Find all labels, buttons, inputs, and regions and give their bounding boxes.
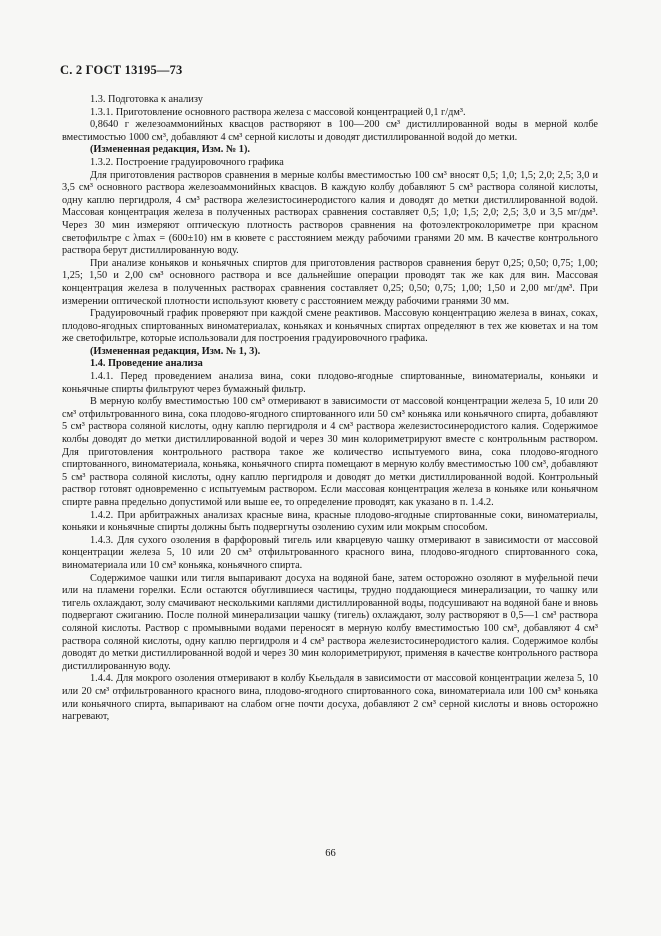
paragraph: В мерную колбу вместимостью 100 см³ отмеривают в зависимости от массовой концентрации железа 5, 10 или 20 см³ отфильтрованного вина, сока плодово-ягодного спиртованного или 50 см³ коньяка или коньячного спирта, добавляют 5 см³ раствора соляной кислоты, одну каплю пергидроля и 4 см³ раствора железистосинеродистого калия. Содержимое колбы доводят до метки дистиллированной водой и через 30 мин колориметрируют вместе с контрольным раствором. Для приготовления контрольного раствора такое же количество испытуемого вина, сока плодово-ягодного спиртованного, виноматериала, коньяка, коньячного спирта помещают в мерную колбу вместимостью 100 см³, добавляют 5 см³ раствора соляной кислоты, одну каплю пергидроля и доводят до метки дистиллированной водой. Контрольный раствор готовят одновременно с испытуемым раствором. Если массовая концентрация железа в коньяке или коньячном спирте равна предельно допустимой или выше ее, то определение проводят, как указано в п. 1.4.2. <box>62 396 598 508</box>
revision-note: (Измененная редакция, Изм. № 1). <box>90 144 250 156</box>
paragraph: При анализе коньяков и коньячных спиртов для приготовления растворов сравнения берут 0,25; 0,50; 0,75; 1,00; 1,25; 1,50 и 2,00 см³ основного раствора и все дальнейшие операции проводят так же как для вин. Массовая концентрация железа в полученных растворах сравнения составляет 0,25; 0,50; 0,75; 1,00; 1,50 и 2,00 мг/дм³. При измерении оптической плотности используют кювету с расстоянием между рабочими гранями 30 мм. <box>62 257 598 307</box>
page-header: С. 2 ГОСТ 13195—73 <box>60 63 183 77</box>
paragraph: 1.4.2. При арбитражных анализах красные вина, красные плодово-ягодные спиртованные соки, виноматериалы, коньяки и коньячные спирты должны быть подвергнуты озолению сухим или мокрым способом. <box>62 509 598 534</box>
paragraph: 1.4.3. Для сухого озоления в фарфоровый тигель или кварцевую чашку отмеривают в зависимости от массовой концентрации железа 5, 10 или 20 см³ отфильтрованного красного вина, плодово-ягодного спиртованного сока, виноматериала или 10 см³ коньяка, коньячного спирта. <box>62 534 598 571</box>
paragraph: 1.3.1. Приготовление основного раствора железа с массовой концентрацией 0,1 г/дм³. <box>90 106 466 118</box>
document-body <box>62 94 598 724</box>
paragraph: Для приготовления растворов сравнения в мерные колбы вместимостью 100 см³ вносят 0,5; 1,0; 1,5; 2,0; 2,5; 3,0 и 3,5 см³ основного раствора железоаммонийных квасцов. В каждую колбу добавляют 5 см³ раствора соляной кислоты, одну каплю пергидроля, 4 см³ раствора железистосинеродистого калия и доводят до метки дистиллированной водой. Массовая концентрация железа в полученных растворах сравнения составляет 0,5; 1,0; 1,5; 2,0; 2,5; 3,0 и 3,5 мг/дм³. Через 30 мин измеряют оптическую плотность растворов сравнения на фотоэлектроколориметре при красном светофильтре с λmax = (600±10) нм в кювете с расстоянием между рабочими гранями 20 мм. В качестве контрольного раствора берут дистиллированную воду. <box>62 169 598 257</box>
paragraph: Содержимое чашки или тигля выпаривают досуха на водяной бане, затем осторожно озоляют в муфельной печи или на пламени горелки. Если остаются обуглившиеся частицы, трудно поддающиеся минерализации, то чашку или тигель охлаждают, золу смачивают несколькими каплями дистиллированной воды, подсушивают на водяной бане и вновь подвергают сжиганию. После полной минерализации чашку (тигель) охлаждают, золу растворяют в 0,5—1 см³ раствора соляной кислоты. Раствор с промывными водами переносят в мерную колбу вместимостью 100 см³, добавляют 4 см³ раствора соляной кислоты, одну каплю пергидроля и 4 см³ раствора железистосинеродистого калия. Содержимое колбы доводят до метки дистиллированной водой и через 30 мин колориметрируют, применяя в качестве контрольного раствора дистиллированную воду. <box>62 572 598 672</box>
section-heading-1-4: 1.4. Проведение анализа <box>90 358 203 370</box>
paragraph: 1.4.4. Для мокрого озоления отмеривают в колбу Кьельдаля в зависимости от массовой концентрации железа 5, 10 или 20 см³ отфильтрованного красного вина, плодово-ягодного спиртованного сока, виноматериала или 100 см³ коньяка или коньячного спирта, выпаривают на слабом огне почти досуха, добавляют 2 см³ серной кислоты и вновь осторожно нагревают, <box>62 673 598 723</box>
paragraph: Градуировочный график проверяют при каждой смене реактивов. Массовую концентрацию железа в винах, соках, плодово-ягодных спиртованных виноматериалах, коньяках и коньячных спиртах определяют в тех же кюветах и на том же светофильтре, которые использовали для построения градуировочного графика. <box>62 308 598 345</box>
paragraph: 0,8640 г железоаммонийных квасцов растворяют в 100—200 см³ дистиллированной воды в мерной колбе вместимостью 1000 см³, добавляют 4 см³ серной кислоты и доводят дистиллированной водой до метки. <box>62 119 598 143</box>
page-number: 66 <box>325 848 336 859</box>
paragraph: 1.4.1. Перед проведением анализа вина, соки плодово-ягодные спиртованные, виноматериалы, коньяки и коньячные спирты фильтруют через бумажный фильтр. <box>62 371 598 395</box>
revision-note: (Измененная редакция, Изм. № 1, 3). <box>90 345 261 357</box>
section-heading-1-3: 1.3. Подготовка к анализу <box>90 94 203 105</box>
paragraph: 1.3.2. Построение градуировочного графика <box>90 156 284 168</box>
